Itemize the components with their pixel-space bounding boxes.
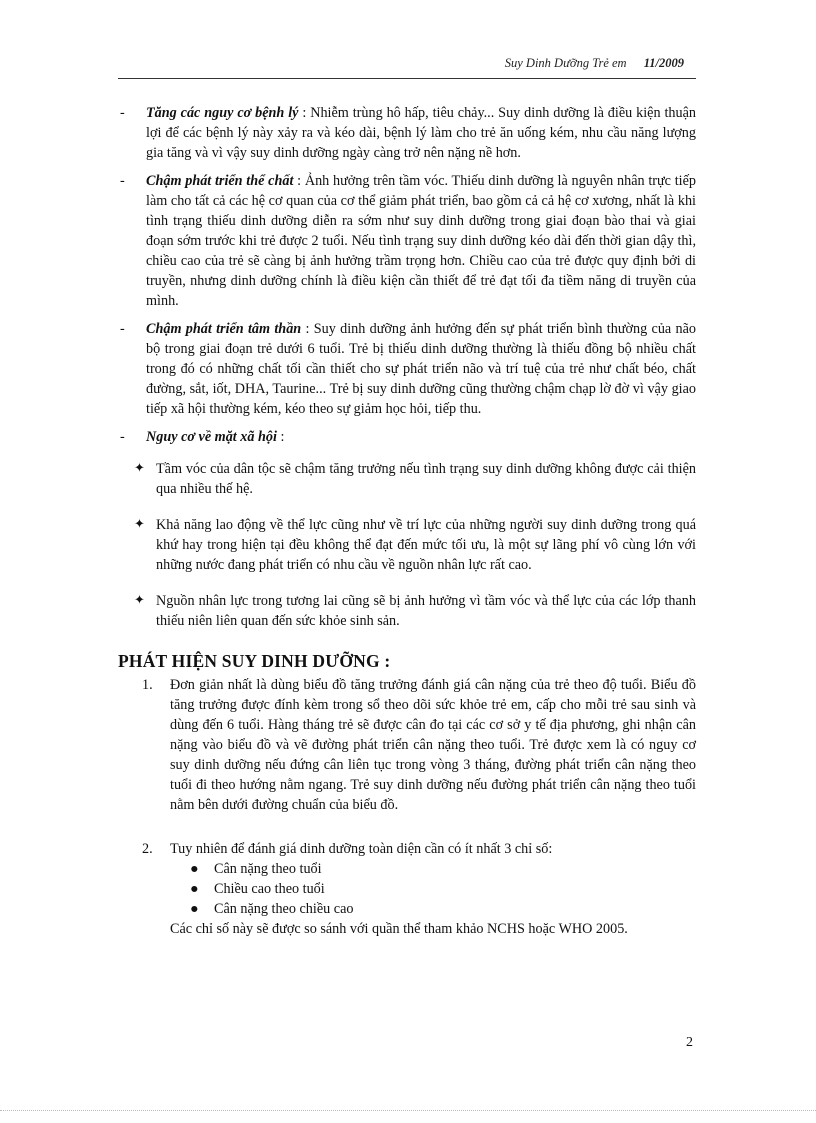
bullet-dot-icon: ● [190,901,199,917]
header-rule [118,78,696,79]
index-label: Cân nặng theo chiều cao [214,901,354,917]
header-date: 11/2009 [643,56,684,70]
consequence-term: Chậm phát triển tâm thần [146,321,302,337]
bullet-icon: ✦ [134,460,145,475]
social-point [118,459,696,499]
running-header [505,56,684,71]
item-text: Tuy nhiên để đánh giá dinh dưỡng toàn diện cần có ít nhất 3 chỉ số: [170,841,553,857]
dash-marker: - [120,105,125,121]
numbered-item [118,675,696,815]
page-number: 2 [686,1035,693,1050]
consequence-text: : [276,429,285,445]
social-point-text: Nguồn nhân lực trong tương lai cũng sẽ bị ảnh hưởng vì tầm vóc và thể lực của các lớp thanh thiếu niên liên quan đến sức khỏe sinh sản. [156,593,696,629]
closing-text: Các chỉ số này sẽ được so sánh với quần thể tham khảo NCHS hoặc WHO 2005. [170,921,628,937]
social-point [118,515,696,575]
consequence-text: : Nhiễm trùng hô hấp, tiêu chảy... Suy dinh dưỡng là điều kiện thuận lợi để các bệnh lý này xảy ra và kéo dài, bệnh lý làm cho trẻ ăn uống kém, nhu cầu năng lượng gia tăng và vì vậy suy dinh dưỡng ngày càng trở nên nặng nề hơn. [146,105,696,161]
list-item [170,879,696,899]
consequence-item [118,427,696,447]
item-text: Đơn giản nhất là dùng biểu đồ tăng trưởng đánh giá cân nặng của trẻ theo độ tuổi. Biểu đồ tăng trưởng được đính kèm trong sổ theo dõi sức khỏe trẻ em, cấp cho mỗi trẻ sau sinh và dùng đến 6 tuổi. Hàng tháng trẻ sẽ được cân đo tại các cơ sở y tế địa phương, ghi nhận cân nặng vào biểu đồ và vẽ đường phát triển cân nặng theo tuổi. Trẻ được xem là có nguy cơ suy dinh dưỡng nếu đứng cân liên tục trong vòng 3 tháng, đường phát triển cân nặng theo tuổi đi theo hướng nằm ngang. Trẻ suy dinh dưỡng nếu đường phát triển cân nặng theo tuổi nằm bên dưới đường chuẩn của biểu đồ. [170,677,696,813]
dash-marker: - [120,429,125,445]
section-heading: PHÁT HIỆN SUY DINH DƯỠNG : [118,651,391,671]
numbered-item [118,839,696,939]
bullet-dot-icon: ● [190,881,199,897]
social-point [118,591,696,631]
list-item [170,859,696,879]
bullet-icon: ✦ [134,516,145,531]
bullet-icon: ✦ [134,592,145,607]
consequence-term: Nguy cơ về mặt xã hội [146,429,277,445]
index-label: Chiều cao theo tuổi [214,881,325,897]
consequence-term: Chậm phát triển thể chất [146,173,294,189]
item-number: 2. [142,841,153,857]
bullet-dot-icon: ● [190,861,199,877]
consequence-term: Tăng các nguy cơ bệnh lý [146,105,299,121]
social-point-text: Khả năng lao động về thể lực cũng như về trí lực của những người suy dinh dưỡng trong quá khứ hay trong hiện tại đều không thể đạt đến mức tối ưu, là một sự lãng phí vô cùng lớn với những nước đang phát triển có nhu cầu về nguồn nhân lực rất cao. [156,517,696,573]
dash-marker: - [120,321,125,337]
consequence-text: : Suy dinh dưỡng ảnh hưởng đến sự phát triển bình thường của não bộ trong giai đoạn trẻ dưới 6 tuổi. Trẻ bị thiếu dinh dưỡng thường là thiếu đồng bộ nhiều chất trong đó có những chất tối cần thiết cho sự phát triển não và trí tuệ của trẻ như chất béo, chất đường, sắt, iốt, DHA, Taurine... Trẻ bị suy dinh dưỡng cũng thường chậm chạp lờ đờ vì vậy giao tiếp xã hội thường kém, kéo theo sự giảm học hỏi, tiếp thu. [146,321,696,417]
dash-marker: - [120,173,125,189]
list-item [170,899,696,919]
consequence-item [118,171,696,311]
main-content [118,103,696,939]
social-point-text: Tầm vóc của dân tộc sẽ chậm tăng trưởng nếu tình trạng suy dinh dưỡng không được cải thiện qua nhiều thế hệ. [156,461,696,497]
consequence-text: : Ảnh hưởng trên tầm vóc. Thiếu dinh dưỡng là nguyên nhân trực tiếp làm cho tất cả các hệ cơ quan của cơ thể giảm phát triển, bao gồm cả cả hệ cơ xương, nhất là khi tình trạng thiếu dinh dưỡng diễn ra sớm như suy dinh dưỡng trong giai đoạn bào thai và giai đoạn sớm trước khi trẻ được 2 tuổi. Nếu tình trạng suy dinh dưỡng kéo dài đến thời gian dậy thì, chiều cao của trẻ sẽ càng bị ảnh hưởng trầm trọng hơn. Chiều cao của trẻ được quy định bởi di truyền, nhưng dinh dưỡng chính là điều kiện cần thiết để trẻ đạt tối đa tiềm năng di truyền của mình. [146,173,696,309]
indices-list [170,859,696,919]
item-number: 1. [142,677,153,693]
index-label: Cân nặng theo tuổi [214,861,322,877]
header-title: Suy Dinh Dưỡng Trẻ em [504,56,627,70]
page-boundary [0,1110,816,1111]
consequence-item [118,103,696,163]
consequence-item [118,319,696,419]
